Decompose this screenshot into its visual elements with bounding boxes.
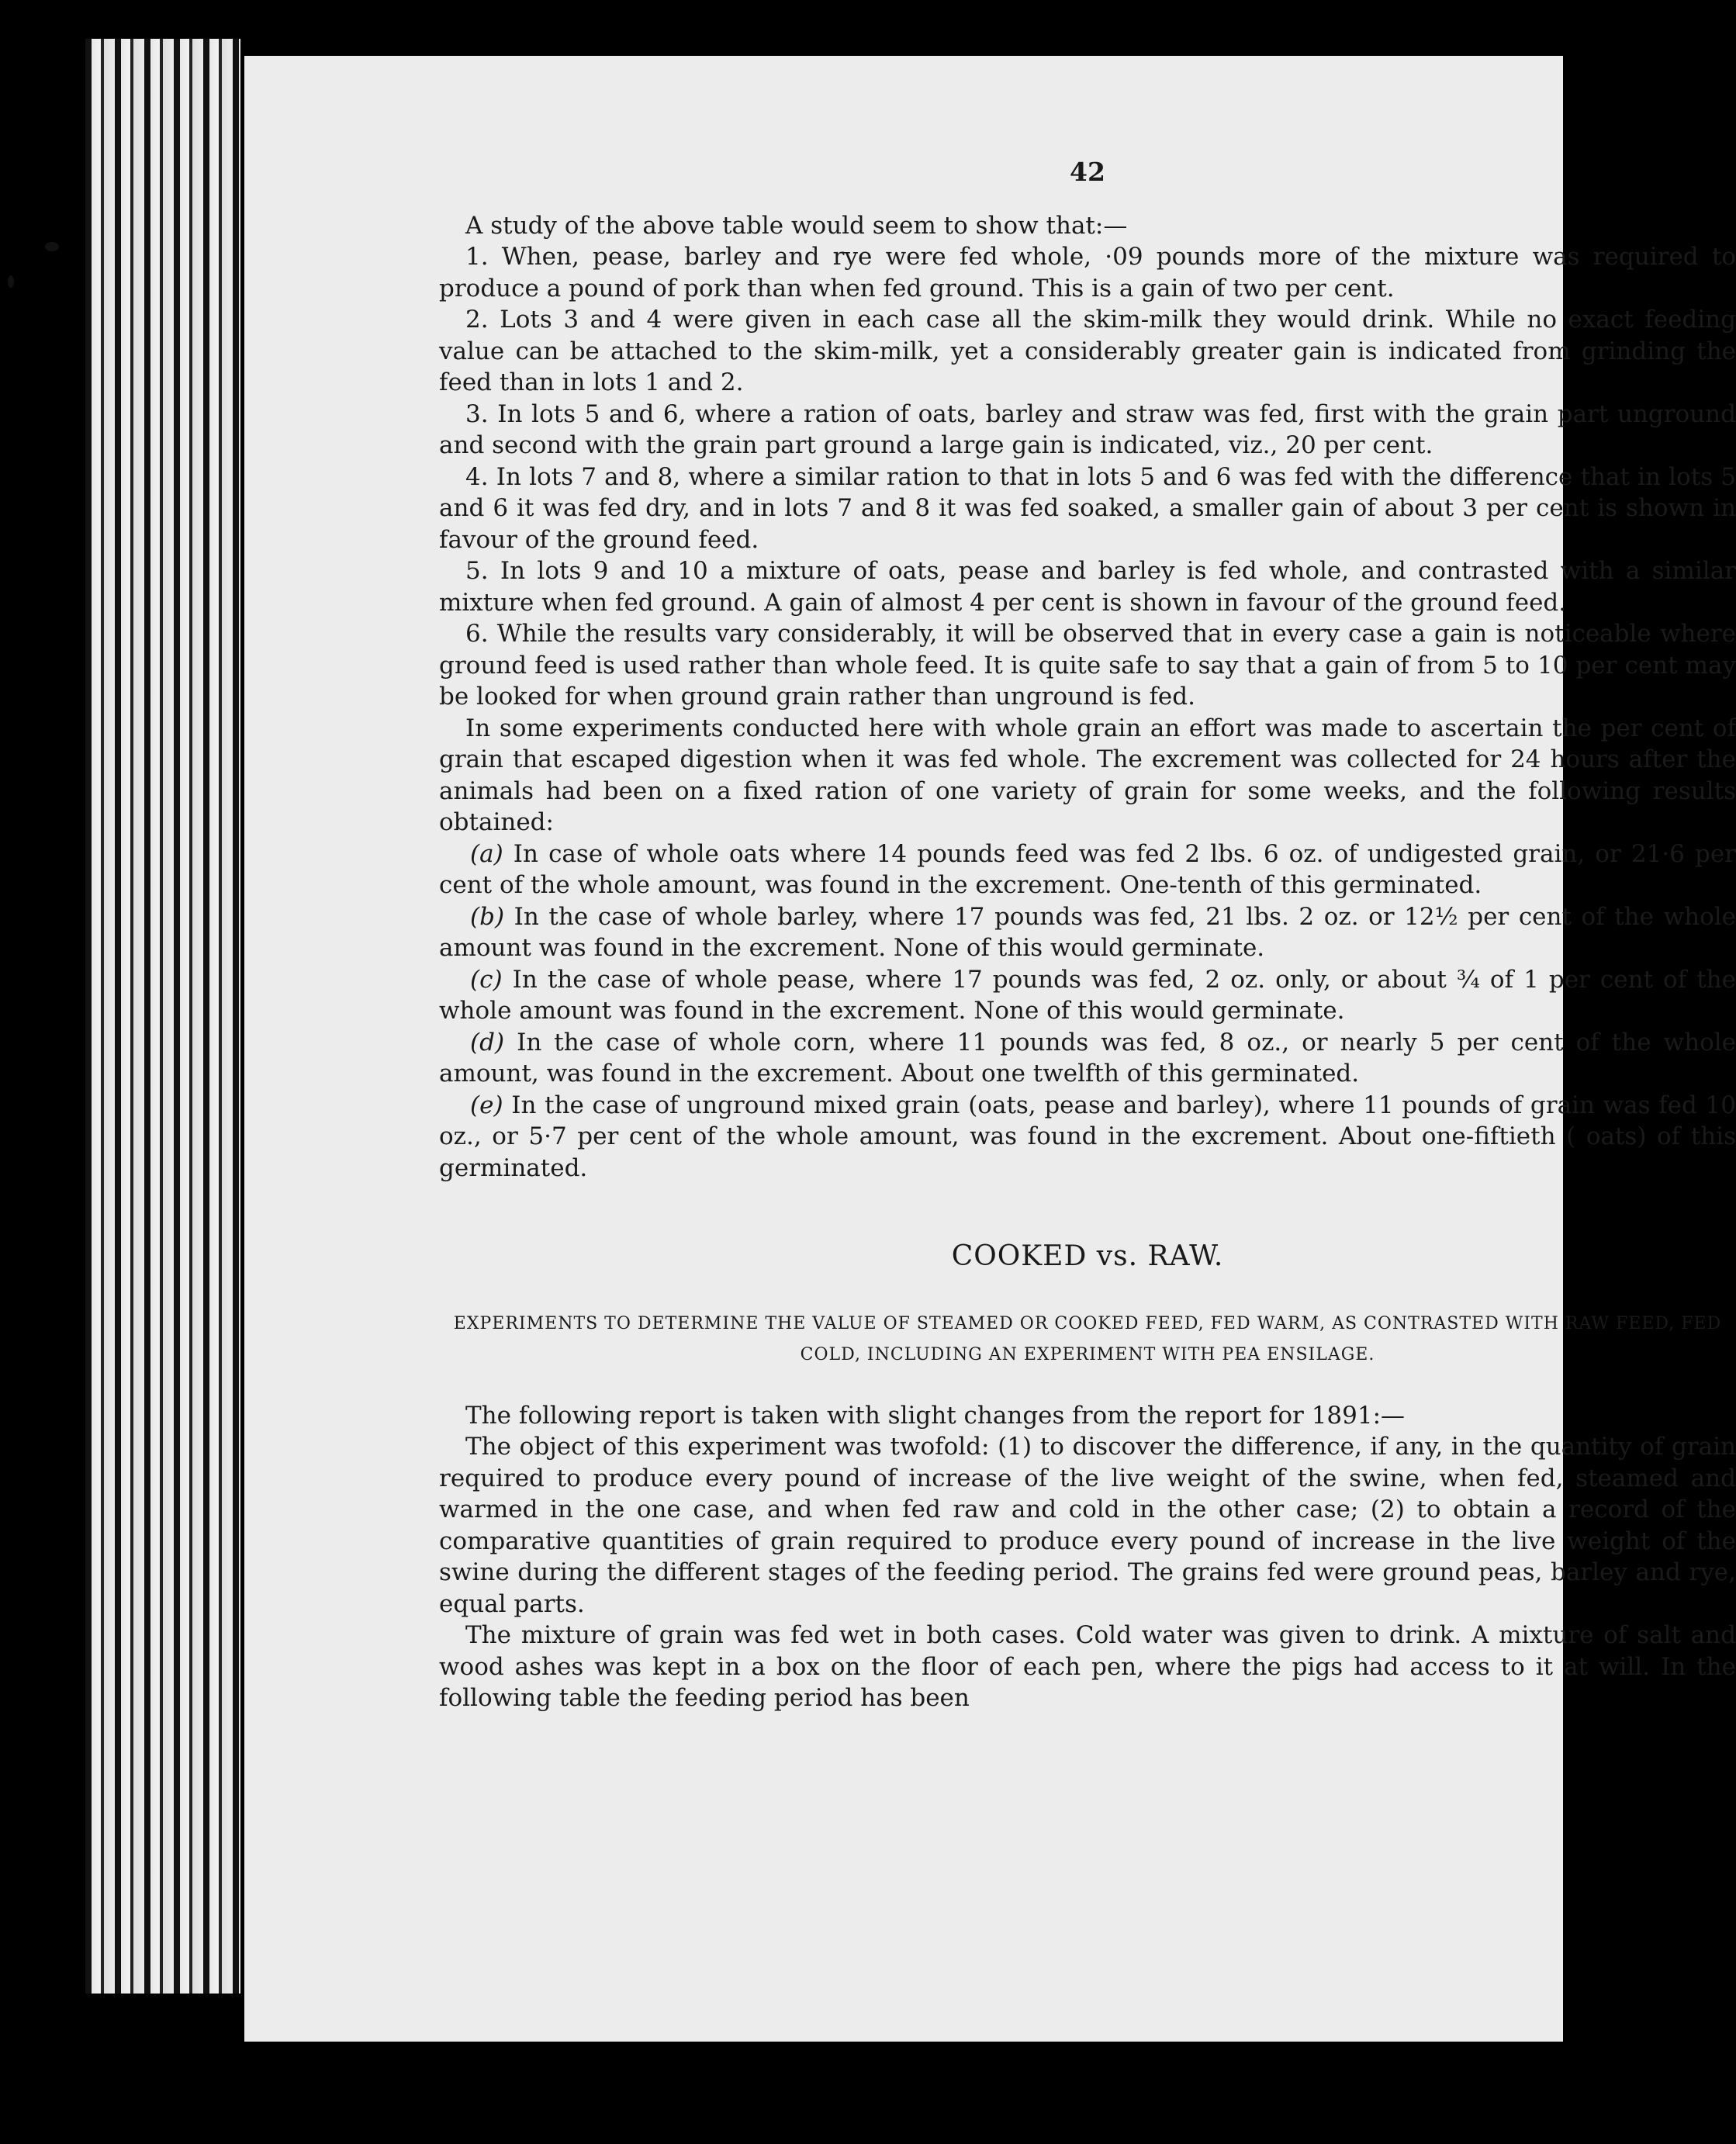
case-label: (d) <box>470 1028 505 1056</box>
case-text: In the case of whole barley, where 17 pounds was fed, 21 lbs. 2 oz. or 12½ per cent of the whole amount was found in the excrement. None of this would germinate. <box>439 902 1736 962</box>
scan-speck <box>45 242 59 251</box>
page-number: 42 <box>1070 157 1105 187</box>
case-text: In the case of whole corn, where 11 pounds was fed, 8 oz., or nearly 5 per cent of the whole amount, was found in the excrement. About one twelfth of this germinated. <box>439 1028 1736 1088</box>
intro-paragraph: A study of the above table would seem to show that:— <box>465 211 1128 240</box>
book-page-edges <box>85 39 240 1994</box>
finding-5: 5. In lots 9 and 10 a mixture of oats, pease and barley is fed whole, and contrasted with a similar mixture when fed ground. A gain of almost 4 per cent is shown in favour of the ground feed. <box>439 557 1736 617</box>
closing-paragraph-1: The following report is taken with slight changes from the report for 1891:— <box>465 1401 1406 1430</box>
case-e <box>439 1090 1736 1184</box>
finding-3: 3. In lots 5 and 6, where a ration of oats, barley and straw was fed, first with the grain part unground and second with the grain part ground a large gain is indicated, viz., 20 per cent. <box>439 399 1736 459</box>
finding-2: 2. Lots 3 and 4 were given in each case all the skim-milk they would drink. While no exact feeding value can be attached to the skim-milk, yet a considerably greater gain is indicated from grinding the feed than in lots 1 and 2. <box>439 306 1736 396</box>
case-label: (b) <box>470 902 505 931</box>
finding-4: 4. In lots 7 and 8, where a similar ration to that in lots 5 and 6 was fed with the difference that in lots 5 and 6 it was fed dry, and in lots 7 and 8 it was fed soaked, a smaller gain of about 3 per cent is shown in favour of the ground feed. <box>439 462 1736 554</box>
finding-6: 6. While the results vary considerably, it will be observed that in every case a gain is noticeable where ground feed is used rather than whole feed. It is quite safe to say that a gain of from 5 to 10 per cent may be looked for when ground grain rather than unground is fed. <box>439 620 1736 711</box>
case-b <box>439 901 1736 964</box>
case-label: (a) <box>470 839 503 868</box>
case-label: (e) <box>470 1091 503 1119</box>
case-a <box>439 839 1736 901</box>
finding-1: 1. When, pease, barley and rye were fed whole, ·09 pounds more of the mixture was required to produce a pound of pork than when fed ground. This is a gain of two per cent. <box>439 243 1736 303</box>
experiment-intro: In some experiments conducted here with whole grain an effort was made to ascertain the per cent of grain that escaped digestion when it was fed whole. The excrement was collected for 24 hours after the animals had been on a fixed ration of one variety of grain for some weeks, and the following results obtained: <box>439 714 1736 836</box>
page-text <box>439 157 1736 1714</box>
closing-paragraph-3: The mixture of grain was fed wet in both cases. Cold water was given to drink. A mixture of salt and wood ashes was kept in a box on the floor of each pen, where the pigs had access to it at will. In the following table the feeding period has been <box>439 1621 1736 1712</box>
case-c <box>439 964 1736 1027</box>
section-subtitle: EXPERIMENTS TO DETERMINE THE VALUE OF STEAMED OR COOKED FEED, FED WARM, AS CONTRASTED WITH RAW FEED, FED COLD, INCLUDING AN EXPERIMENT WITH PEA ENSILAGE. <box>453 1313 1722 1364</box>
section-title: COOKED vs. RAW. <box>951 1240 1224 1272</box>
case-text: In case of whole oats where 14 pounds feed was fed 2 lbs. 6 oz. of undigested grain, or 21·6 per cent of the whole amount, was found in the excrement. One-tenth of this germinated. <box>439 839 1736 899</box>
document-page <box>244 56 1736 2042</box>
closing-paragraph-2: The object of this experiment was twofold: (1) to discover the difference, if any, in the quantity of grain required to produce every pound of increase of the live weight of the swine, when fed, steamed and warmed in the one case, and when fed raw and cold in the other case; (2) to obtain a record of the comparative quantities of grain required to produce every pound of increase in the live weight of the swine during the different stages of the feeding period. The grains fed were ground peas, barley and rye, equal parts. <box>439 1433 1736 1618</box>
case-label: (c) <box>470 965 503 994</box>
case-d <box>439 1027 1736 1090</box>
scan-speck <box>8 275 14 288</box>
case-text: In the case of whole pease, where 17 pounds was fed, 2 oz. only, or about ¾ of 1 per cent of the whole amount was found in the excrement. None of this would germinate. <box>439 965 1736 1025</box>
case-text: In the case of unground mixed grain (oats, pease and barley), where 11 pounds of grain was fed 10 oz., or 5·7 per cent of the whole amount, was found in the excrement. About one-fiftieth ( oats) of this germinated. <box>439 1091 1736 1182</box>
